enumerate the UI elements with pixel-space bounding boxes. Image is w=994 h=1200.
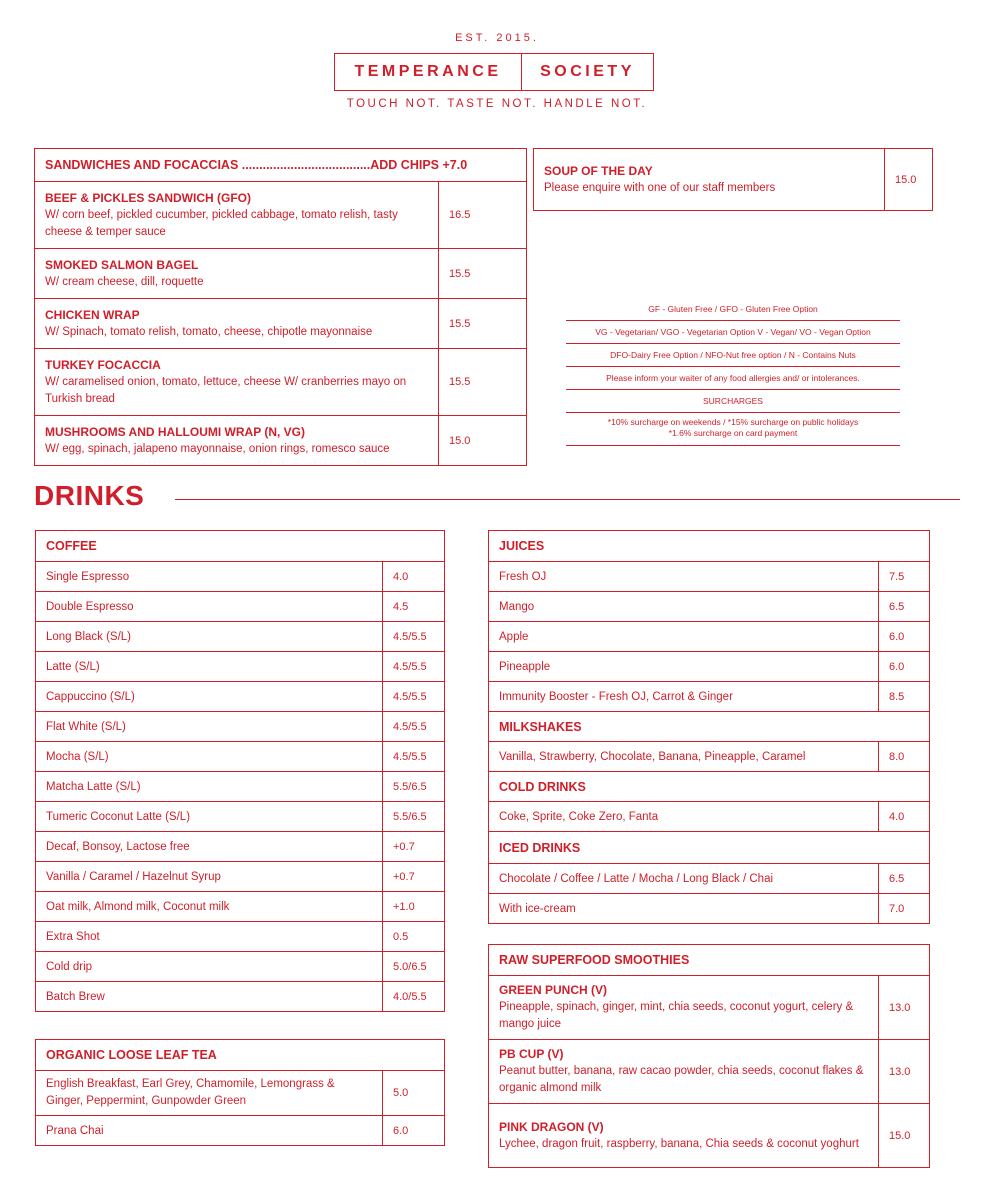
item-description: W/ cream cheese, dill, roquette bbox=[45, 275, 204, 288]
coffee-table bbox=[35, 530, 445, 1012]
item-description: Peanut butter, banana, raw cacao powder, chia seeds, coconut flakes & organic almond milk bbox=[499, 1065, 864, 1094]
item-price: 5.0 bbox=[383, 1071, 445, 1116]
established-year: EST. 2015. bbox=[455, 32, 539, 44]
juices-table bbox=[488, 530, 930, 924]
item-price: 7.0 bbox=[879, 894, 930, 924]
item-name: Mango bbox=[489, 592, 879, 622]
item-name: Latte (S/L) bbox=[36, 652, 383, 682]
item-price: 4.5/5.5 bbox=[383, 682, 445, 712]
item-name: Apple bbox=[489, 622, 879, 652]
surcharge-note: *10% surcharge on weekends / *15% surcharge on public holidays bbox=[607, 417, 859, 427]
tagline: TOUCH NOT. TASTE NOT. HANDLE NOT. bbox=[346, 98, 648, 110]
surcharges-notes bbox=[566, 413, 900, 446]
iced-drinks-heading: ICED DRINKS bbox=[489, 832, 930, 864]
menu-item bbox=[35, 349, 439, 416]
item-name: Immunity Booster - Fresh OJ, Carrot & Ginger bbox=[489, 682, 879, 712]
item-title: BEEF & PICKLES SANDWICH (GFO) bbox=[45, 190, 251, 205]
item-price: 7.5 bbox=[879, 562, 930, 592]
item-title: GREEN PUNCH (V) bbox=[499, 983, 608, 997]
item-price: 4.5/5.5 bbox=[383, 742, 445, 772]
item-price: 4.5 bbox=[383, 592, 445, 622]
item-price: 15.5 bbox=[439, 249, 527, 299]
item-description: W/ egg, spinach, jalapeno mayonnaise, onion rings, romesco sauce bbox=[45, 442, 390, 455]
item-name: Chocolate / Coffee / Latte / Mocha / Long Black / Chai bbox=[489, 864, 879, 894]
legend-line: VG - Vegetarian/ VGO - Vegetarian Option V - Vegan/ VO - Vegan Option bbox=[566, 321, 900, 344]
menu-item bbox=[534, 149, 885, 211]
menu-item bbox=[35, 249, 439, 299]
divider bbox=[175, 499, 960, 500]
item-price: 15.5 bbox=[439, 299, 527, 349]
item-price: 4.5/5.5 bbox=[383, 652, 445, 682]
item-price: 15.0 bbox=[439, 416, 527, 466]
item-name: English Breakfast, Earl Grey, Chamomile, Lemongrass & Ginger, Peppermint, Gunpowder Green bbox=[36, 1071, 383, 1116]
legend-line: Please inform your waiter of any food allergies and/ or intolerances. bbox=[566, 367, 900, 390]
item-price: +0.7 bbox=[383, 862, 445, 892]
item-title: SOUP OF THE DAY bbox=[544, 163, 653, 178]
menu-item bbox=[489, 976, 879, 1040]
item-description: Lychee, dragon fruit, raspberry, banana, Chia seeds & coconut yoghurt bbox=[499, 1137, 859, 1150]
item-price: 13.0 bbox=[879, 1040, 930, 1104]
item-name: Long Black (S/L) bbox=[36, 622, 383, 652]
item-name: Matcha Latte (S/L) bbox=[36, 772, 383, 802]
item-price: 8.0 bbox=[879, 742, 930, 772]
item-name: Pineapple bbox=[489, 652, 879, 682]
logo-word-left: TEMPERANCE bbox=[335, 54, 522, 90]
tea-heading: ORGANIC LOOSE LEAF TEA bbox=[36, 1040, 445, 1071]
item-price: 4.0 bbox=[383, 562, 445, 592]
item-name: Vanilla, Strawberry, Chocolate, Banana, Pineapple, Caramel bbox=[489, 742, 879, 772]
item-price: 6.0 bbox=[383, 1116, 445, 1146]
surcharge-note: *1.6% surcharge on card payment bbox=[668, 428, 798, 438]
item-price: 4.5/5.5 bbox=[383, 622, 445, 652]
item-price: 4.0 bbox=[879, 802, 930, 832]
menu-item bbox=[35, 416, 439, 466]
item-title: TURKEY FOCACCIA bbox=[45, 357, 161, 372]
item-price: +0.7 bbox=[383, 832, 445, 862]
item-price: 4.0/5.5 bbox=[383, 982, 445, 1012]
item-name: Tumeric Coconut Latte (S/L) bbox=[36, 802, 383, 832]
item-title: SMOKED SALMON BAGEL bbox=[45, 257, 199, 272]
item-price: 5.5/6.5 bbox=[383, 772, 445, 802]
logo bbox=[334, 53, 654, 91]
item-description: Pineapple, spinach, ginger, mint, chia seeds, coconut yogurt, celery & mango juice bbox=[499, 1001, 854, 1030]
item-description: W/ caramelised onion, tomato, lettuce, cheese W/ cranberries mayo on Turkish bread bbox=[45, 375, 407, 405]
coffee-heading: COFFEE bbox=[36, 531, 445, 562]
menu-item bbox=[489, 1104, 879, 1168]
item-description: Please enquire with one of our staff members bbox=[544, 181, 776, 194]
item-title: PB CUP (V) bbox=[499, 1047, 564, 1061]
menu-item bbox=[489, 1040, 879, 1104]
milkshakes-heading: MILKSHAKES bbox=[489, 712, 930, 742]
item-price: 15.0 bbox=[879, 1104, 930, 1168]
item-title: MUSHROOMS AND HALLOUMI WRAP (N, VG) bbox=[45, 424, 305, 439]
tea-table bbox=[35, 1039, 445, 1146]
item-name: Single Espresso bbox=[36, 562, 383, 592]
item-title: CHICKEN WRAP bbox=[45, 307, 140, 322]
item-name: Cappuccino (S/L) bbox=[36, 682, 383, 712]
item-price: +1.0 bbox=[383, 892, 445, 922]
item-price: 5.5/6.5 bbox=[383, 802, 445, 832]
item-description: W/ corn beef, pickled cucumber, pickled cabbage, tomato relish, tasty cheese & temper sauce bbox=[45, 208, 398, 238]
item-name: Flat White (S/L) bbox=[36, 712, 383, 742]
cold-drinks-heading: COLD DRINKS bbox=[489, 772, 930, 802]
legend-line: GF - Gluten Free / GFO - Gluten Free Option bbox=[566, 298, 900, 321]
item-name: Coke, Sprite, Coke Zero, Fanta bbox=[489, 802, 879, 832]
smoothies-heading: RAW SUPERFOOD SMOOTHIES bbox=[489, 945, 930, 976]
item-price: 15.5 bbox=[439, 349, 527, 416]
legend-line: DFO-Dairy Free Option / NFO-Nut free option / N - Contains Nuts bbox=[566, 344, 900, 367]
item-name: Decaf, Bonsoy, Lactose free bbox=[36, 832, 383, 862]
sandwiches-table bbox=[34, 148, 527, 466]
item-price: 16.5 bbox=[439, 182, 527, 249]
sandwiches-heading: SANDWICHES AND FOCACCIAS .....................................ADD CHIPS +7.0 bbox=[35, 149, 527, 182]
item-price: 4.5/5.5 bbox=[383, 712, 445, 742]
menu-item bbox=[35, 182, 439, 249]
item-name: Oat milk, Almond milk, Coconut milk bbox=[36, 892, 383, 922]
smoothies-table bbox=[488, 944, 930, 1168]
item-name: Prana Chai bbox=[36, 1116, 383, 1146]
item-name: Batch Brew bbox=[36, 982, 383, 1012]
menu-item bbox=[35, 299, 439, 349]
item-price: 15.0 bbox=[885, 149, 933, 211]
soup-table bbox=[533, 148, 933, 211]
item-name: Vanilla / Caramel / Hazelnut Syrup bbox=[36, 862, 383, 892]
item-price: 0.5 bbox=[383, 922, 445, 952]
item-price: 6.0 bbox=[879, 652, 930, 682]
dietary-legend bbox=[566, 298, 900, 446]
item-name: Double Espresso bbox=[36, 592, 383, 622]
item-name: Fresh OJ bbox=[489, 562, 879, 592]
item-name: Mocha (S/L) bbox=[36, 742, 383, 772]
item-name: With ice-cream bbox=[489, 894, 879, 924]
item-price: 6.5 bbox=[879, 592, 930, 622]
item-price: 13.0 bbox=[879, 976, 930, 1040]
item-name: Extra Shot bbox=[36, 922, 383, 952]
item-name: Cold drip bbox=[36, 952, 383, 982]
logo-word-right: SOCIETY bbox=[540, 63, 635, 80]
item-price: 6.0 bbox=[879, 622, 930, 652]
item-price: 8.5 bbox=[879, 682, 930, 712]
item-description: W/ Spinach, tomato relish, tomato, cheese, chipotle mayonnaise bbox=[45, 325, 373, 338]
item-price: 6.5 bbox=[879, 864, 930, 894]
juices-heading: JUICES bbox=[489, 531, 930, 562]
item-price: 5.0/6.5 bbox=[383, 952, 445, 982]
drinks-heading: DRINKS bbox=[34, 480, 145, 511]
surcharges-heading: SURCHARGES bbox=[566, 390, 900, 413]
item-title: PINK DRAGON (V) bbox=[499, 1119, 604, 1134]
